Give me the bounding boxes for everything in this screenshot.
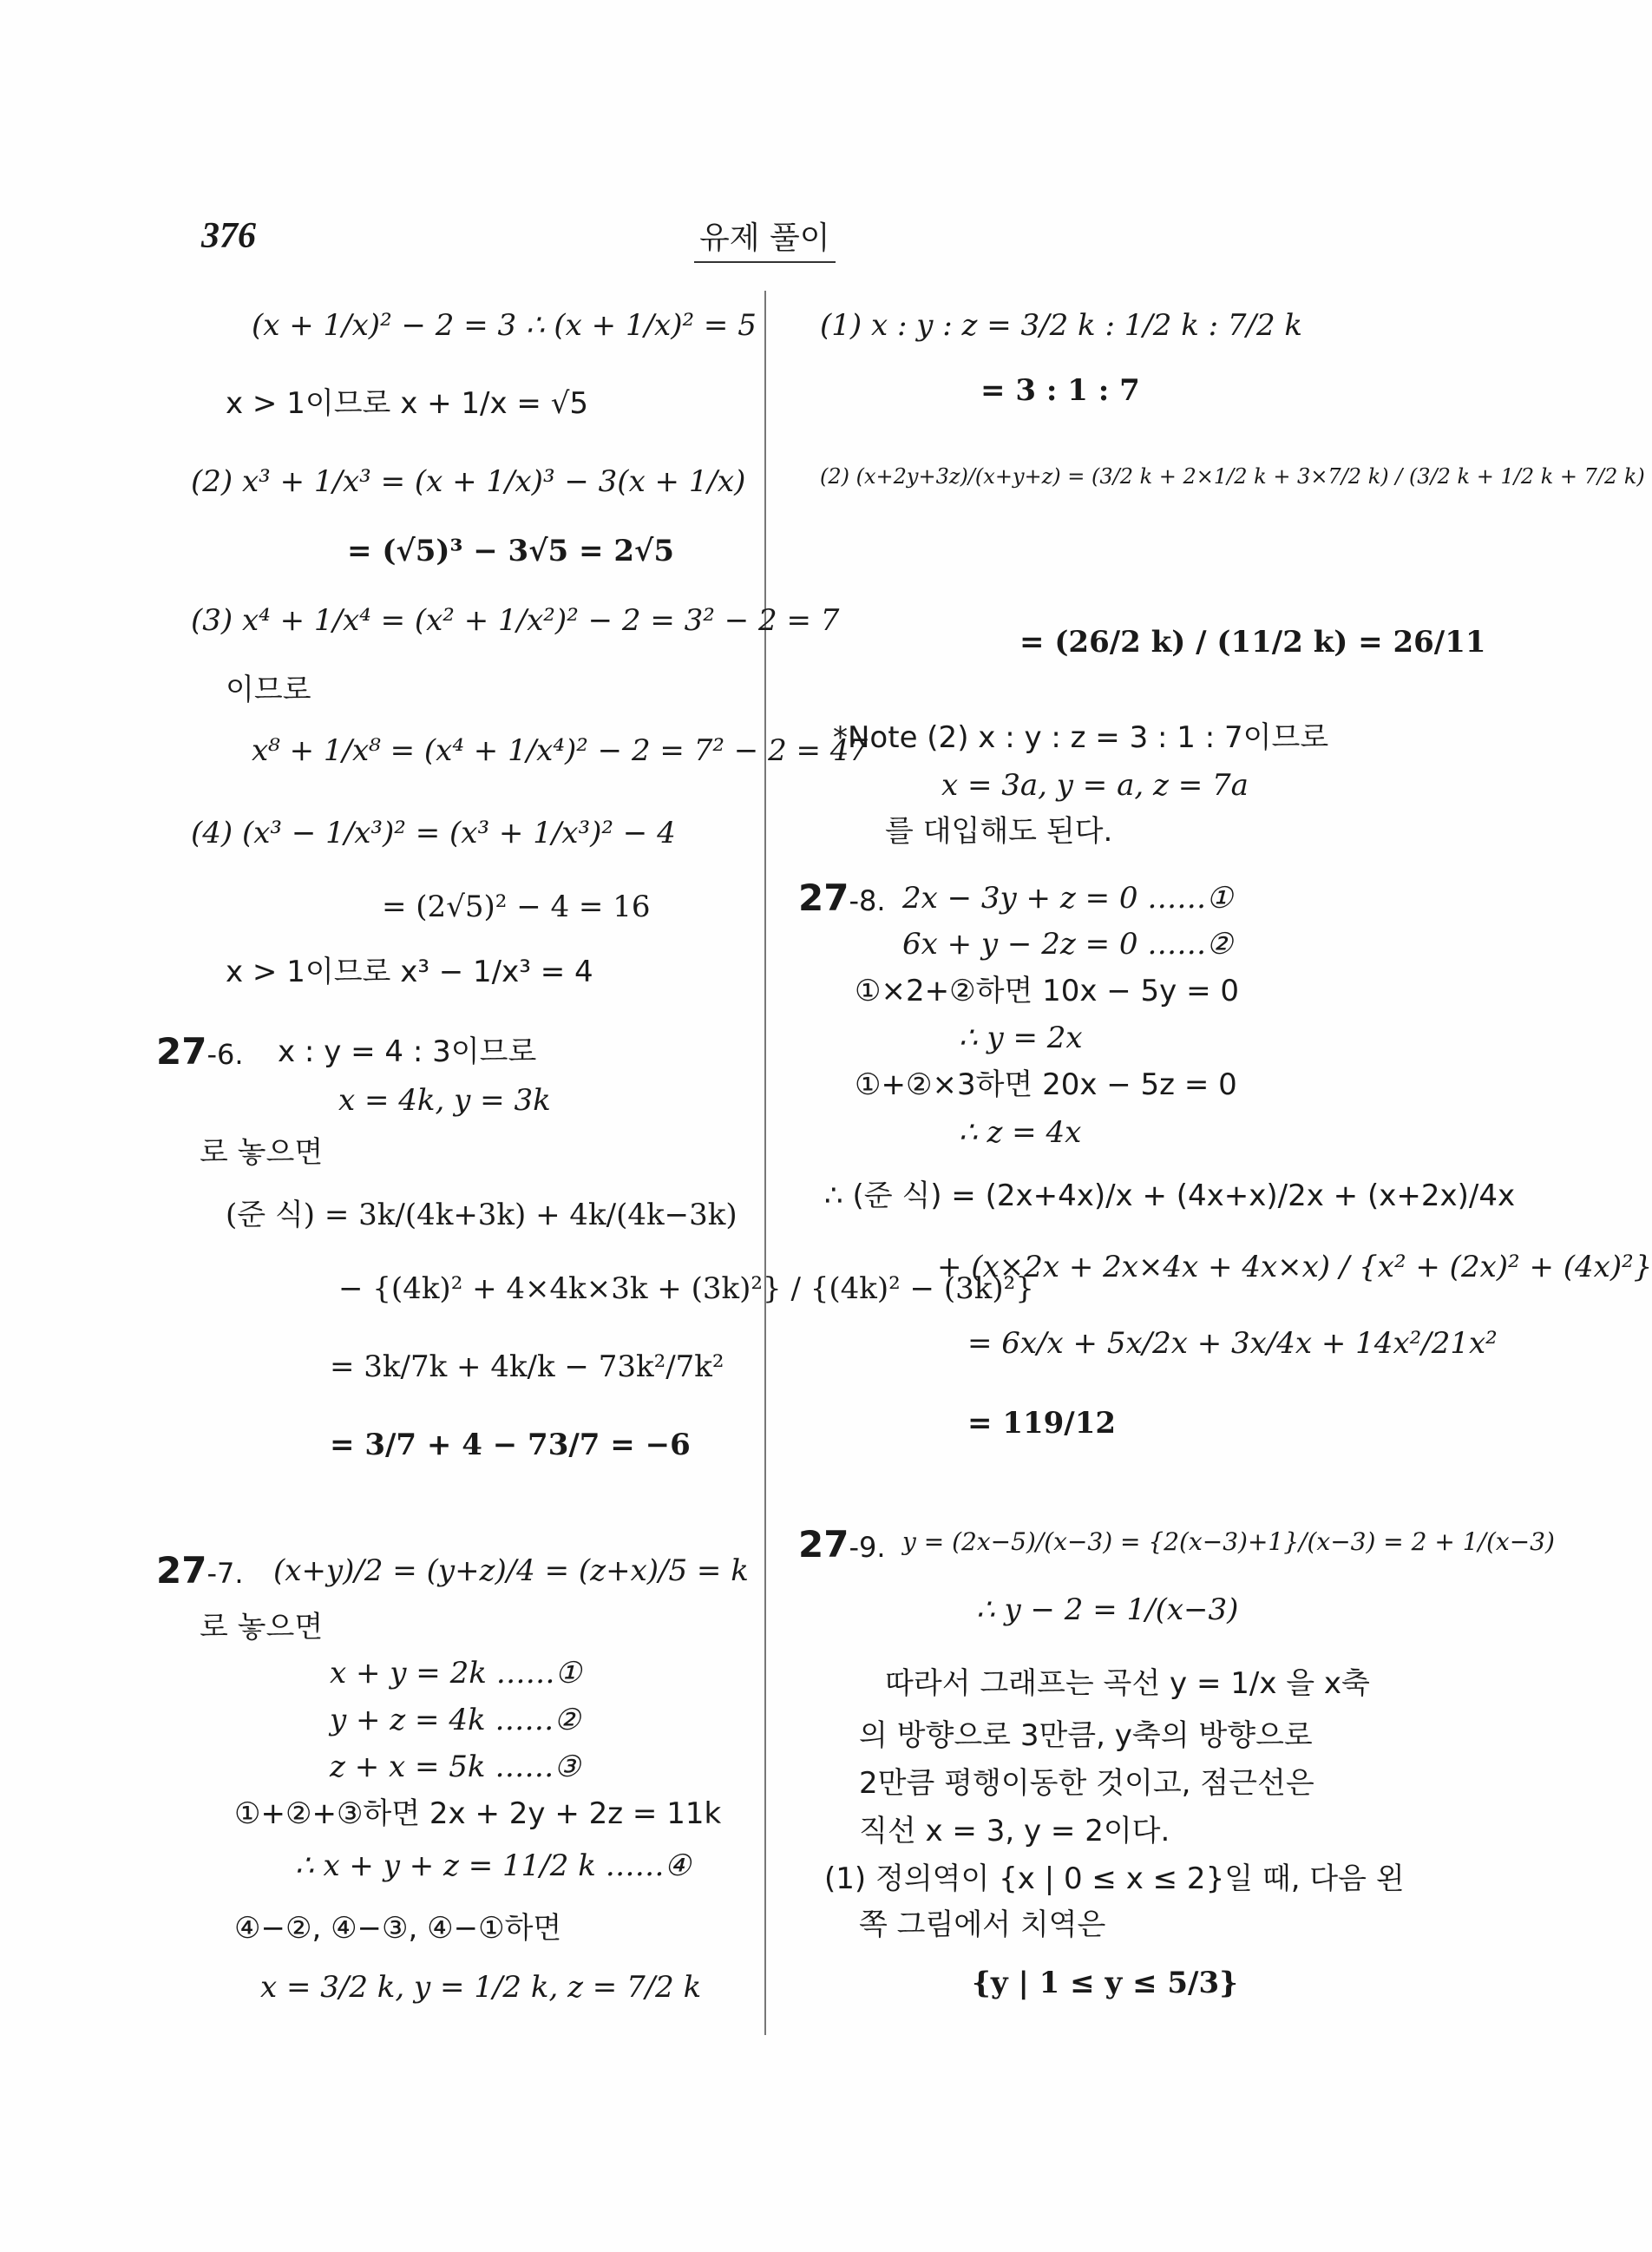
text-line: ∴ x + y + z = 11/2 k ……④ [295, 1848, 692, 1883]
text-line: − {(4k)² + 4×4k×3k + (3k)²} / {(4k)² − (3k)²} [338, 1271, 1034, 1306]
text-line: 를 대입해도 된다. [885, 814, 1113, 849]
text-line: z + x = 5k ……③ [330, 1750, 580, 1784]
text-line: (3) x⁴ + 1/x⁴ = (x² + 1/x²)² − 2 = 3² − 2 = 7 [191, 603, 840, 638]
text-line: ∴ y − 2 = 1/(x−3) [976, 1592, 1239, 1627]
text-line: = 6x/x + 5x/2x + 3x/4x + 14x²/21x² [967, 1326, 1498, 1361]
answer-line: {y | 1 ≤ y ≤ 5/3} [972, 1966, 1238, 2000]
text-line: ①×2+②하면 10x − 5y = 0 [855, 974, 1240, 1008]
text-line: ∴ (준 식) = (2x+4x)/x + (4x+x)/2x + (x+2x)/4x [824, 1179, 1516, 1213]
text-line: (1) x : y : z = 3/2 k : 1/2 k : 7/2 k [820, 308, 1303, 343]
problem-number-main: 27 [798, 877, 849, 919]
page-number: 376 [201, 216, 256, 256]
text-line: ∴ y = 2x [959, 1021, 1083, 1055]
text-line: x = 3/2 k, y = 1/2 k, z = 7/2 k [260, 1970, 702, 2005]
text-line: = (√5)³ − 3√5 = 2√5 [347, 534, 675, 568]
text-line: x⁸ + 1/x⁸ = (x⁴ + 1/x⁴)² − 2 = 7² − 2 = 47 [252, 733, 869, 768]
problem-number-sub: -8. [849, 884, 886, 917]
problem-number [156, 1549, 244, 1592]
problem-number-sub: -7. [206, 1557, 244, 1590]
problem-number-main: 27 [156, 1030, 207, 1073]
text-line: 로 놓으면 [200, 1135, 324, 1170]
text-line: = 3k/7k + 4k/k − 73k²/7k² [330, 1349, 724, 1384]
right-column [798, 286, 1652, 2039]
problem-number-main: 27 [156, 1549, 207, 1592]
text-line: y + z = 4k ……② [330, 1703, 580, 1737]
problem-number [798, 877, 886, 920]
text-line: (4) (x³ − 1/x³)² = (x³ + 1/x³)² − 4 [191, 816, 676, 850]
text-line: ①+②+③하면 2x + 2y + 2z = 11k [234, 1796, 722, 1831]
text-line: 의 방향으로 3만큼, y축의 방향으로 [859, 1718, 1313, 1753]
text-line: x : y = 4 : 3이므로 [278, 1034, 537, 1069]
text-line: (2) x³ + 1/x³ = (x + 1/x)³ − 3(x + 1/x) [191, 464, 746, 499]
text-line: 직선 x = 3, y = 2이다. [859, 1814, 1170, 1848]
text-line: = (26/2 k) / (11/2 k) = 26/11 [1019, 625, 1486, 660]
text-line: = 3/7 + 4 − 73/7 = −6 [330, 1428, 691, 1462]
text-line: = (2√5)² − 4 = 16 [382, 890, 651, 924]
text-line: = 3 : 1 : 7 [980, 373, 1140, 408]
text-line: x = 4k, y = 3k [338, 1083, 551, 1118]
text-line: x + y = 2k ……① [330, 1656, 582, 1691]
text-line: (x+y)/2 = (y+z)/4 = (z+x)/5 = k [273, 1553, 749, 1588]
text-line: (x + 1/x)² − 2 = 3 ∴ (x + 1/x)² = 5 [252, 308, 757, 343]
text-line: (1) 정의역이 {x | 0 ≤ x ≤ 2}일 때, 다음 왼 [824, 1861, 1405, 1896]
text-line: ①+②×3하면 20x − 5z = 0 [855, 1067, 1237, 1102]
text-line: 2x − 3y + z = 0 ……① [902, 881, 1233, 916]
text-line: x = 3a, y = a, z = 7a [941, 768, 1249, 803]
text-line: 이므로 [226, 673, 311, 707]
text-line: (준 식) = 3k/(4k+3k) + 4k/(4k−3k) [226, 1198, 738, 1232]
problem-number [798, 1523, 886, 1566]
text-line: 6x + y − 2z = 0 ……② [902, 927, 1233, 962]
problem-number [156, 1030, 244, 1073]
problem-number-sub: -6. [206, 1038, 244, 1071]
text-line: 따라서 그래프는 곡선 y = 1/x 을 x축 [885, 1666, 1370, 1701]
text-line: 쪽 그림에서 치역은 [859, 1907, 1106, 1942]
text-line: 2만큼 평행이동한 것이고, 점근선은 [859, 1766, 1314, 1801]
page-title: 유제 풀이 [694, 213, 836, 263]
text-line: x > 1이므로 x³ − 1/x³ = 4 [226, 955, 593, 989]
text-line: ④−②, ④−③, ④−①하면 [234, 1911, 562, 1946]
text-line: (2) (x+2y+3z)/(x+y+z) = (3/2 k + 2×1/2 k + 3×7/2 k) / (3/2 k + 1/2 k + 7/2 k) [820, 464, 1645, 489]
text-line: + (x×2x + 2x×4x + 4x×x) / {x² + (2x)² + (4x)²} [937, 1250, 1652, 1284]
text-line: x > 1이므로 x + 1/x = √5 [226, 386, 589, 421]
problem-number-main: 27 [798, 1523, 849, 1566]
text-line: y = (2x−5)/(x−3) = {2(x−3)+1}/(x−3) = 2 + 1/(x−3) [902, 1527, 1555, 1556]
text-line: = 119/12 [967, 1406, 1117, 1441]
text-line: 로 놓으면 [200, 1610, 324, 1645]
text-line: ∴ z = 4x [959, 1115, 1082, 1150]
note-line: *Note (2) x : y : z = 3 : 1 : 7이므로 [833, 720, 1329, 755]
problem-number-sub: -9. [849, 1531, 886, 1564]
